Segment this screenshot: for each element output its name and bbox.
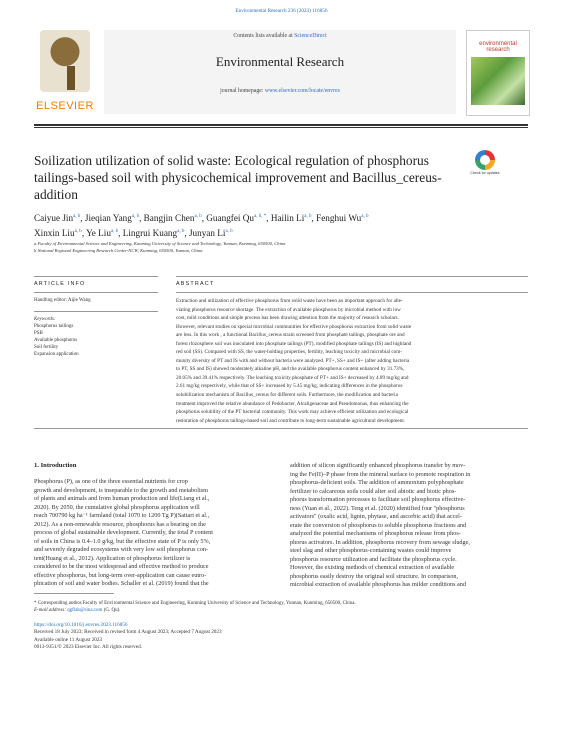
- journal-reference[interactable]: Environmental Research 236 (2023) 116856: [235, 8, 328, 14]
- author-affiliation-marker[interactable]: a, b: [194, 214, 202, 219]
- keyword: Expansion application: [34, 352, 79, 357]
- intro-left-column: [34, 478, 270, 589]
- masthead: [34, 26, 528, 120]
- intro-line: steel slag and other phosphorus-containing wastes could improve: [290, 547, 452, 554]
- intro-line: addition of silicon significantly enhanced phosphorus transfer by mov-: [290, 462, 466, 469]
- author-affiliation-marker[interactable]: a, b, *: [254, 214, 267, 219]
- article-info-rule-top: [34, 276, 158, 277]
- abstract-bottom-rule: [34, 428, 528, 429]
- received-dates: Received 18 July 2023; Received in revised form 4 August 2023; Accepted 7 August 2023: [34, 629, 222, 636]
- abstract-line: forest rhizosphere soil was inoculated into phosphate tailings (PT), modified phosphate tailings (IS) and highland: [176, 340, 412, 347]
- journal-banner: [104, 30, 456, 114]
- intro-right-column: [290, 462, 526, 590]
- intro-line: phosphorus easily destroy the original soil structure. In comparison,: [290, 572, 459, 580]
- authors-line-2: Xinxin Liu$^{a, b}$, Ye Liu$^{a, b}$, Lingrui Kuang$^{a, b}$, Junyan Li$^{a, b}$: [34, 228, 233, 239]
- sciencedirect-link[interactable]: ScienceDirect: [294, 33, 327, 39]
- abstract-line: munity diversity of PT and IS with and without bacteria were analyzed. PT+, SS+ and IS+ (after adding bacteria: [176, 357, 410, 364]
- author-name[interactable]: Guangfei Qu: [206, 213, 255, 224]
- affiliation-a: a Faculty of Environmental Science and Engineering, Kunming University of Science and Technology, Yunnan, Kunming, 650500, China: [34, 241, 286, 246]
- author-name[interactable]: Junyan Li: [188, 228, 226, 239]
- elsevier-logo[interactable]: [34, 30, 96, 118]
- abstract-rule: [176, 292, 528, 293]
- abstract-line: to PT, SS and IS) showed moderately alkaline pH, and the available phosphorus content enhanced by 31.73%,: [176, 366, 405, 373]
- abstract-line: phosphorus solubility of the PT bacterial community. This work may achieve efficient utilization and ecological: [176, 409, 409, 416]
- author-name[interactable]: Jieqian Yang: [84, 213, 132, 224]
- article-info-rule: [34, 292, 158, 293]
- intro-line: ing the Fe(II)–P phase from the mineral surface to promote respiration in: [290, 470, 471, 478]
- intro-line: phorus transformation processes to facilitate soil phosphorus effective-: [290, 496, 466, 503]
- journal-title: Environmental Research: [215, 54, 345, 69]
- footnote-rule: [34, 593, 114, 594]
- abstract-line: 2.61 mg/kg respectively, while that of SS+ increased by 5.45 mg/kg, indicating differences in the phosphorus: [176, 383, 403, 390]
- journal-homepage-link[interactable]: www.elsevier.com/locate/envres: [264, 88, 340, 94]
- cover-title: environmental research: [479, 41, 517, 53]
- intro-line: effective phosphorus, but long-term over-application can cause eutro-: [34, 571, 207, 579]
- intro-line: phorus activators. In addition, phosphorus recovery from sewage sludge,: [290, 538, 470, 546]
- keyword: Available phosphorus: [34, 338, 78, 343]
- check-for-updates-badge[interactable]: [470, 150, 500, 182]
- author-affiliation-marker[interactable]: a, b: [361, 214, 369, 219]
- keyword: Soil fertility: [34, 345, 59, 350]
- abstract-line: viating phosphorus resource shortage. The extraction of available phosphorus by microbial method with low: [176, 306, 401, 313]
- intro-line: tent(Huang et al., 2012). Application of phosphorus fertilizer is: [34, 554, 191, 562]
- intro-line: phosphorus-deficient soils. The addition of ammonium polyphosphate: [290, 479, 464, 486]
- publisher-name: ELSEVIER: [36, 100, 94, 112]
- abstract-line: solubilization mechanism of Bacillus_cereus for different soils. Furthermore, the modification and bacteria: [176, 392, 398, 399]
- intro-line: reach 700790 kg ha⁻¹ farmland (total 1070 to 1200 Tg P)(Sattari et al.,: [34, 512, 210, 519]
- author-affiliation-marker[interactable]: a, b: [131, 214, 140, 219]
- keywords-label: Keywords:: [34, 317, 56, 322]
- intro-line: activators" (oxalic acid, lignin, phytase, and ascorbic acid) that accel-: [290, 513, 462, 520]
- intro-line: However, the existing methods of chemical extraction of available: [290, 564, 455, 571]
- introduction-heading: 1. Introduction: [34, 462, 77, 469]
- header-rule-thin: [34, 127, 528, 128]
- author-name[interactable]: Bangjin Chen: [143, 213, 195, 224]
- email-link[interactable]: qgflab@sina.com: [67, 608, 103, 613]
- author-name[interactable]: Fenghui Wu: [316, 213, 362, 224]
- doi-link[interactable]: https://doi.org/10.1016/j.envres.2023.116856: [34, 622, 128, 628]
- intro-line: analyzed the potential mechanisms of phosphorus release from phos-: [290, 530, 461, 537]
- intro-line: phosphorus resource utilization and facilitate the phosphorus cycle.: [290, 555, 457, 563]
- author-affiliation-marker[interactable]: a, b: [177, 229, 185, 235]
- abstract-rule-top: [176, 276, 528, 277]
- author-affiliation-marker[interactable]: a, b: [304, 214, 312, 219]
- handling-editor-rule: [34, 311, 158, 312]
- intro-line: of plants and animals and from human production and life(Liang et al.,: [34, 495, 210, 502]
- author-name[interactable]: Lingrui Kuang: [122, 228, 178, 239]
- contents-line: Contents lists available at ScienceDirect: [233, 33, 327, 39]
- author-name[interactable]: Xinxin Liu: [34, 228, 75, 239]
- intro-line: phication of soil and water bodies. Schaller et al. (2019) found that the: [34, 580, 209, 587]
- intro-line: of soils in China is 0.4–1.0 g/kg, but the effective state of P is only 5%,: [34, 537, 211, 545]
- intro-line: and severely degraded ecosystems with very low soil phosphorus con-: [34, 546, 209, 553]
- abstract-heading: ABSTRACT: [176, 281, 215, 287]
- keywords-list: [34, 323, 158, 358]
- intro-line: microbial extraction of available phosphorus has milder conditions and: [290, 581, 466, 588]
- intro-line: ness (Yuan et al., 2022). Teng et al. (2020) identified four "phosphorus: [290, 504, 465, 512]
- intro-line: fertilizer to calcareous soils could alter soil abiotic and biotic phos-: [290, 487, 457, 495]
- abstract-line: 20.05% and 39.41% respectively. The leaching toxicity phosphate of PT+ and IS+ decreased by 4.89 mg/kg and: [176, 374, 409, 381]
- author-affiliation-marker[interactable]: a, b: [73, 214, 81, 219]
- tree-icon: [40, 30, 90, 92]
- abstract-line: cost, mild conditions and simple process has been drawing attention from the majority of research scholars.: [176, 315, 399, 322]
- author-affiliation-marker[interactable]: a, b: [110, 229, 119, 235]
- abstract-text: [176, 297, 528, 425]
- abstract-line: treatment improved the relative abundance of Pedobacter, Alcaligenaceae and Pseudomonas, thus enhancing the: [176, 400, 409, 407]
- author-name[interactable]: Caiyue Jin: [34, 213, 74, 224]
- article-title: Soilization utilization of solid waste: Ecological regulation of phosphorus tailings-based soil with physicochemical improvement and Bacillus_cereus-addition: [34, 153, 442, 202]
- intro-line: Phosphorus (P), as one of the three essential nutrients for crop: [34, 478, 188, 485]
- header-rule: [34, 124, 528, 126]
- author-affiliation-marker[interactable]: a, b: [225, 229, 233, 235]
- intro-line: erate the conversion of phosphorus to soluble phosphorus fractions and: [290, 521, 467, 529]
- abstract-line: restoration of phosphorus tailings-based soil and contribute to long-term sustainable agricultural development.: [176, 417, 406, 424]
- journal-cover-thumbnail[interactable]: [466, 30, 530, 116]
- intro-line: process of global sustainable development. Currently, the total P content: [34, 529, 213, 536]
- abstract-line: However, relevant studies on special microbial communities for effective phosphorus extraction from solid waste: [176, 323, 412, 330]
- publication-info: [34, 622, 528, 652]
- intro-line: 2020). By 2050, the cumulative global phosphorus application will: [34, 503, 200, 511]
- author-name[interactable]: Ye Liu: [86, 228, 111, 239]
- homepage-line: journal homepage: www.elsevier.com/locate/envres: [220, 88, 340, 94]
- abstract-line: red soil (SS). Compared with SS, the water-holding properties, fertility, leaching toxicity and microbial com-: [176, 349, 403, 356]
- cover-image: [471, 57, 525, 105]
- handling-editor: Handling editor: Aijie Wang: [34, 298, 91, 303]
- intro-line: 2012). As a non-renewable resource, phosphorus has a bearing on the: [34, 520, 206, 528]
- author-affiliation-marker[interactable]: a, b: [74, 229, 82, 235]
- abstract-line: are less. In this work , a functional Bacillus_cereus strain screened from phosphate tailings, phosphate ore and: [176, 332, 405, 339]
- corresponding-author-footnote: * Corresponding author.Faculty of Environmental Science and Engineering, Kunming University of Science and Technology, Yunnan, Kunming, 650500, China. E-mail address: qgflab@sina.com (G. Qu).: [34, 601, 356, 613]
- intro-line: considered to be the most widespread and effective method to produce: [34, 563, 209, 570]
- check-updates-label: Check for updates: [470, 171, 500, 175]
- keyword: PSB: [34, 331, 43, 336]
- intro-line: growth and development, is inseparable to the growth and metabolism: [34, 486, 208, 494]
- copyright: 0013-9351/© 2023 Elsevier Inc. All rights reserved.: [34, 644, 142, 651]
- affiliation-b: b National Regional Engineering Research Center-NCW, Kunming, 650500, Yunnan, China: [34, 248, 203, 253]
- author-list: [34, 210, 504, 240]
- article-info-heading: ARTICLE INFO: [34, 281, 86, 287]
- authors-line-1: Caiyue Jin$^{a, b}$, Jieqian Yang$^{a, b}$, Bangjin Chen$^{a, b}$, Guangfei $Qu^{a, b, *}$, Hailin Li$^{a, b}$, Fenghui Wu$^{a, b}$: [34, 213, 369, 224]
- keyword: Phosphorus tailings: [34, 324, 74, 329]
- author-name[interactable]: Hailin Li: [270, 213, 305, 224]
- abstract-line: Extraction and utilization of effective phosphorus from solid waste have been an important approach for alle-: [176, 298, 403, 304]
- available-online: Available online 11 August 2023: [34, 636, 103, 643]
- affiliations: [34, 240, 528, 254]
